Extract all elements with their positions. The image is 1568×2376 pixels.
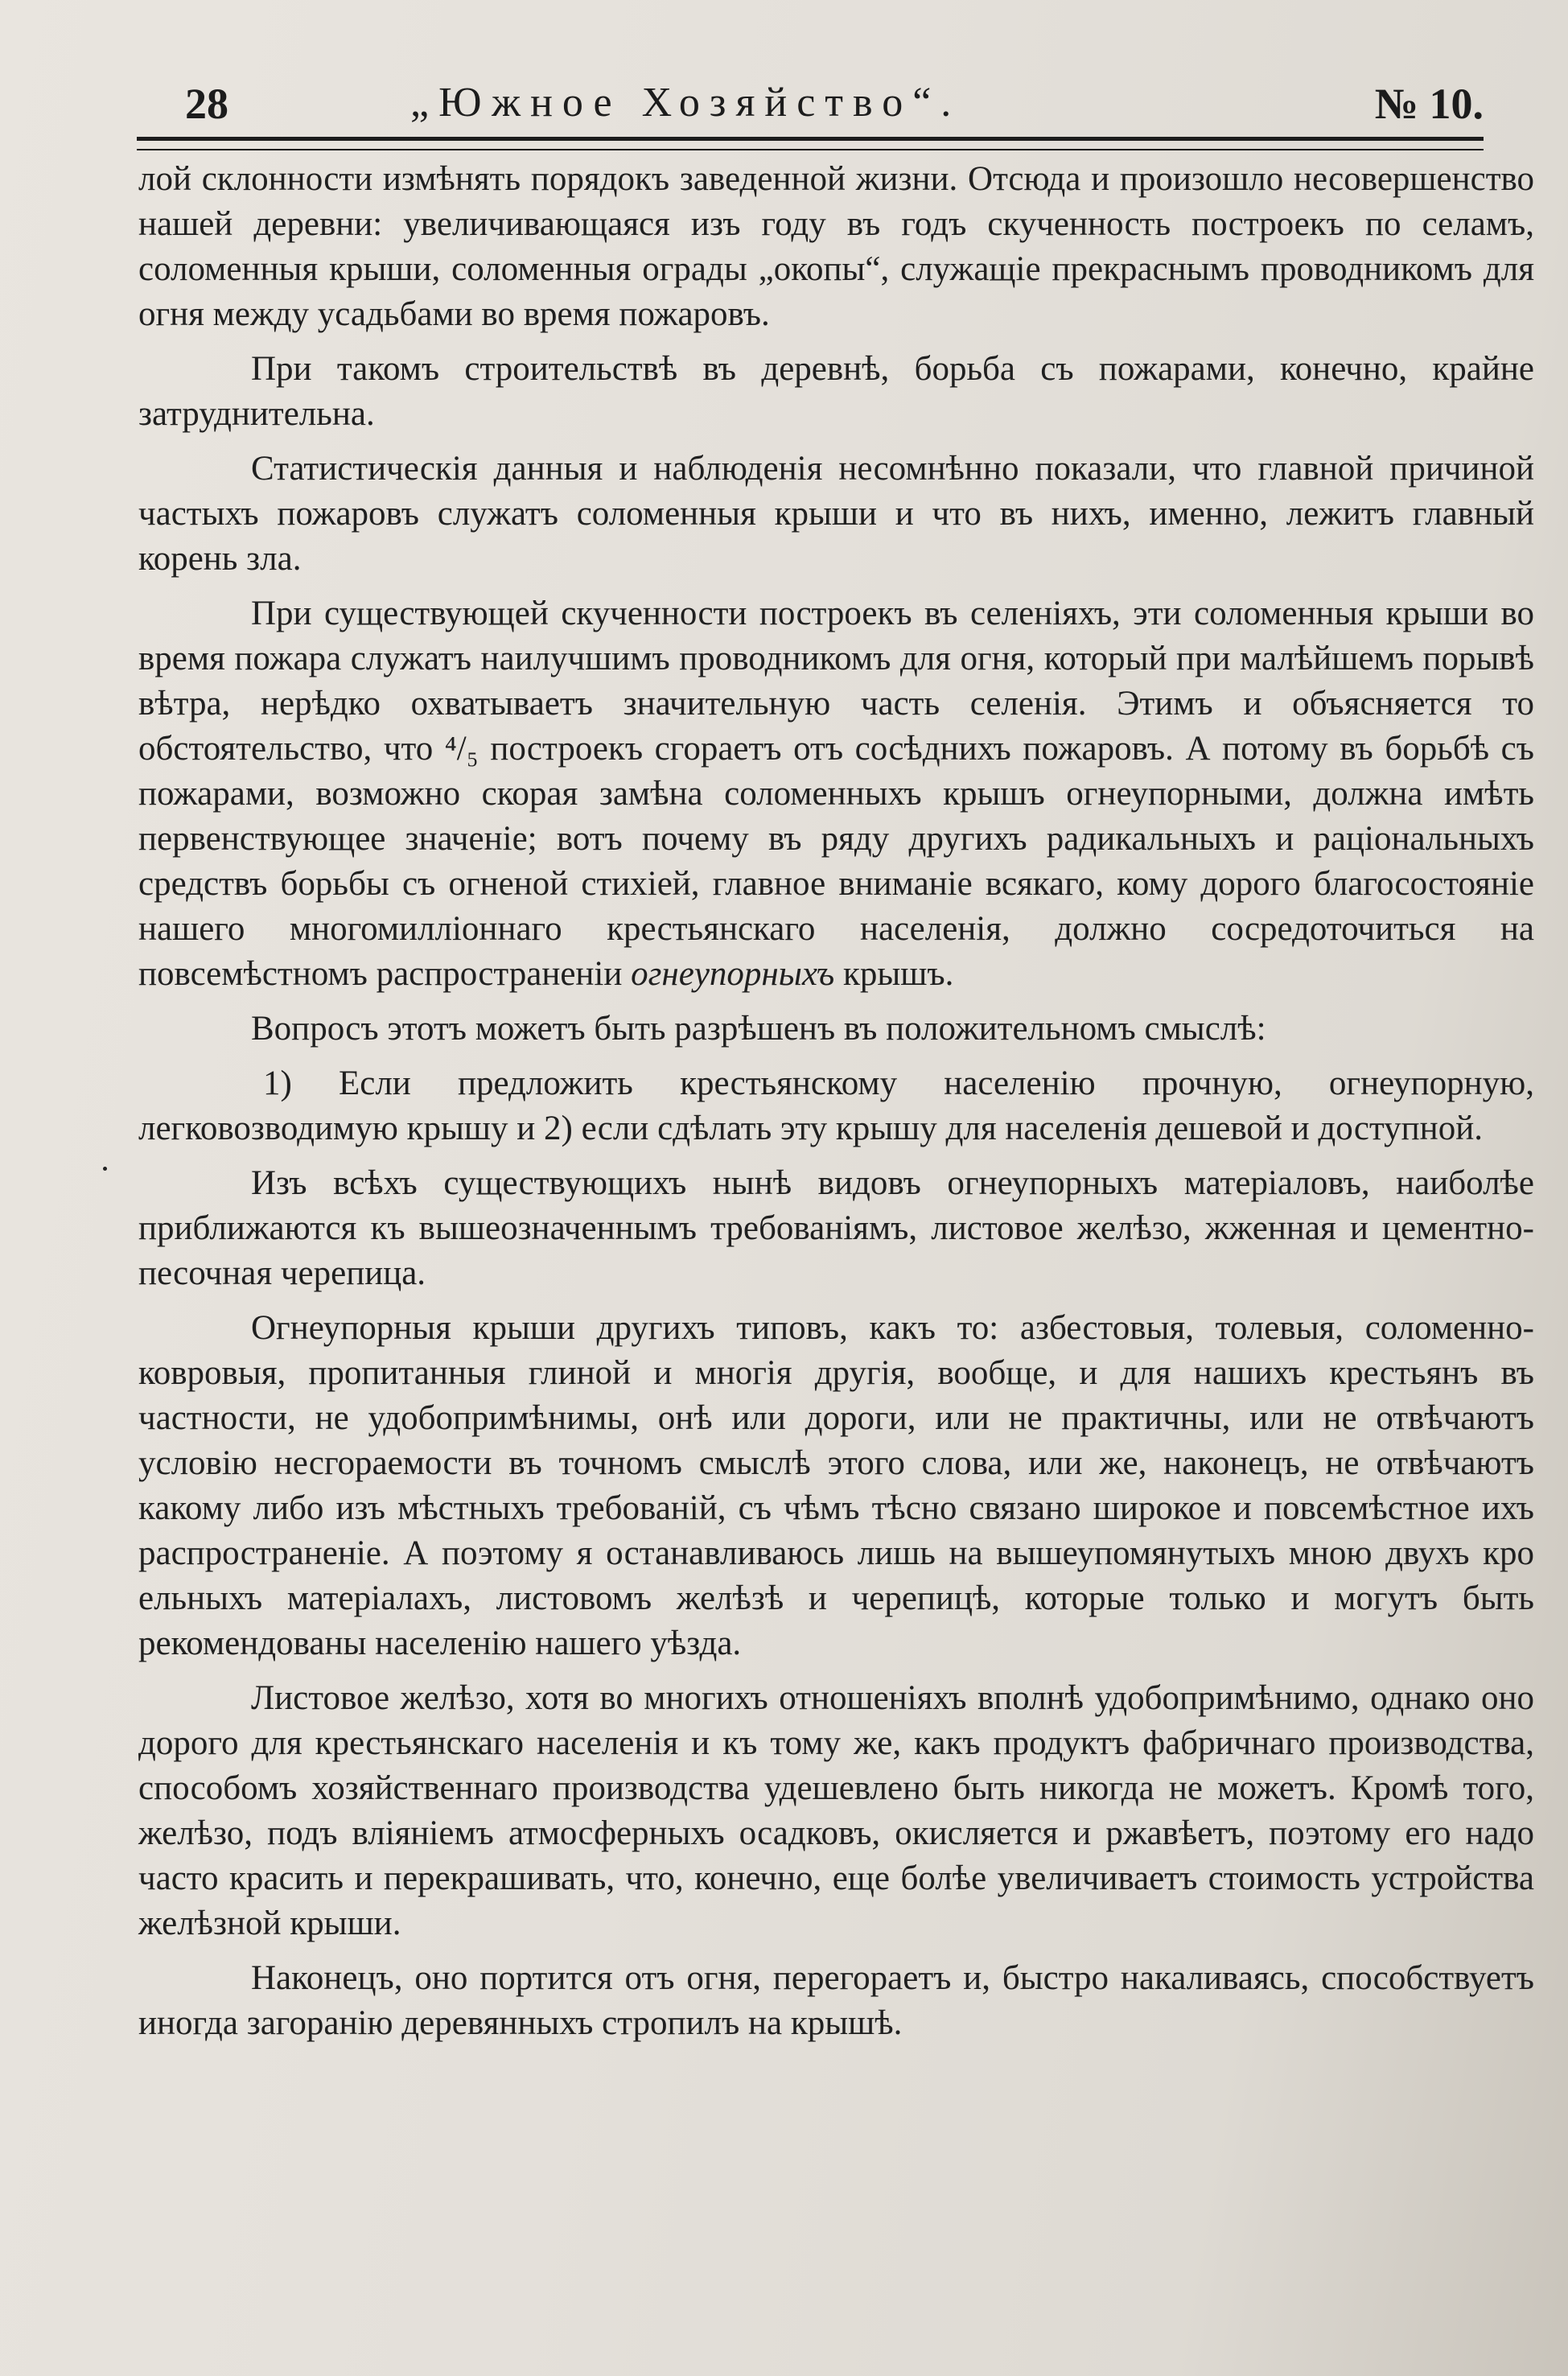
header-rule (137, 137, 1484, 150)
paragraph: Листовое желѣзо, хотя во многихъ отношеніяхъ вполнѣ удобопримѣнимо, однако оно дорого для крестьянскаго населенія и къ тому же, какъ продуктъ фабричнаго производства, способомъ хозяйственнаго производства удешевлено быть никогда не можетъ. Кромѣ того, желѣзо, подъ вліяніемъ атмосферныхъ осадковъ, окисляется и ржавѣетъ, поэтому его надо часто красить и перекрашивать, что, конечно, еще болѣе увеличиваетъ стоимость устройства желѣзной крыши. (138, 1679, 1534, 1942)
article-body (138, 157, 1534, 2056)
paragraph-tail: крышъ. (842, 955, 954, 993)
paragraph-text: При существующей скученности построекъ въ селеніяхъ, эти соломенныя крыши во время пожара служатъ наилучшимъ проводникомъ для огня, который при малѣйшемъ порывѣ вѣтра, нерѣдко охватываетъ значительную часть селенія. Этимъ и объясняется то обстоятельство, что ⁴/₅ построекъ сгораетъ отъ сосѣднихъ пожаровъ. А потому въ борьбѣ съ пожарами, возможно скорая замѣна соломенныхъ крышъ огнеупорными, должна имѣть первенствующее значеніе; вотъ почему въ ряду другихъ радикальныхъ и раціональныхъ средствъ борьбы съ огненой стихіей, главное вниманіе всякаго, кому дорого благосостояніе нашего многомилліоннаго крестьянскаго населенія, должно сосредоточиться на повсемѣстномъ распространеніи (138, 595, 1534, 993)
page-number: 28 (185, 80, 228, 128)
paragraph: Вопросъ этотъ можетъ быть разрѣшенъ въ положительномъ смыслѣ: (251, 1010, 1266, 1048)
paragraph: Изъ всѣхъ существующихъ нынѣ видовъ огнеупорныхъ матеріаловъ, наиболѣе приближаются къ вышеозначеннымъ требованіямъ, листовое желѣзо, жженная и цементно-песочная черепица. (138, 1164, 1534, 1292)
paragraph: лой склонности измѣнять порядокъ заведенной жизни. Отсюда и произошло несовершенство нашей деревни: увеличивающаяся изъ году въ годъ скученность построекъ по селамъ, соломенныя крыши, соломенныя ограды „окопы“, служащіе прекраснымъ проводникомъ для огня между усадьбами во время пожаровъ. (138, 160, 1534, 333)
issue-number: № 10. (1374, 80, 1484, 128)
ink-speck (103, 1167, 107, 1171)
paragraph: При такомъ строительствѣ въ деревнѣ, борьба съ пожарами, конечно, крайне затруднительна. (138, 350, 1534, 433)
journal-title: „Южное Хозяйство“. (410, 80, 961, 126)
italic-word: огнеупорныхъ (631, 955, 835, 993)
page-header (137, 71, 1484, 135)
paragraph: Огнеупорныя крыши другихъ типовъ, какъ то: азбестовыя, толевыя, соломенно-ковровыя, пропитанныя глиной и многія другія, вообще, и для нашихъ крестьянъ въ частности, не удобопримѣнимы, онѣ или дороги, или не практичны, или не отвѣчаютъ условію несгораемости въ точномъ смыслѣ этого слова, или же, наконецъ, не отвѣчаютъ какому либо изъ мѣстныхъ требованій, съ чѣмъ тѣсно связано широкое и повсемѣстное ихъ распространеніе. А поэтому я останавливаюсь лишь на вышеупомянутыхъ мною двухъ кро ельныхъ матеріалахъ, листовомъ желѣзѣ и черепицѣ, которые только и могутъ быть рекомендованы населенію нашего уѣзда. (138, 1309, 1534, 1662)
paragraph: Наконецъ, оно портится отъ огня, перегораетъ и, быстро накаливаясь, способствуетъ иногда загоранію деревянныхъ стропилъ на крышѣ. (138, 1959, 1534, 2042)
list-paragraph: 1) Если предложить крестьянскому населенію прочную, огнеупорную, легковозводимую крышу и 2) если сдѣлать эту крышу для населенія дешевой и доступной. (138, 1064, 1534, 1147)
paragraph: Статистическія данныя и наблюденія несомнѣнно показали, что главной причиной частыхъ пожаровъ служатъ соломенныя крыши и что въ нихъ, именно, лежитъ главный корень зла. (138, 450, 1534, 578)
paragraph (138, 591, 1534, 997)
